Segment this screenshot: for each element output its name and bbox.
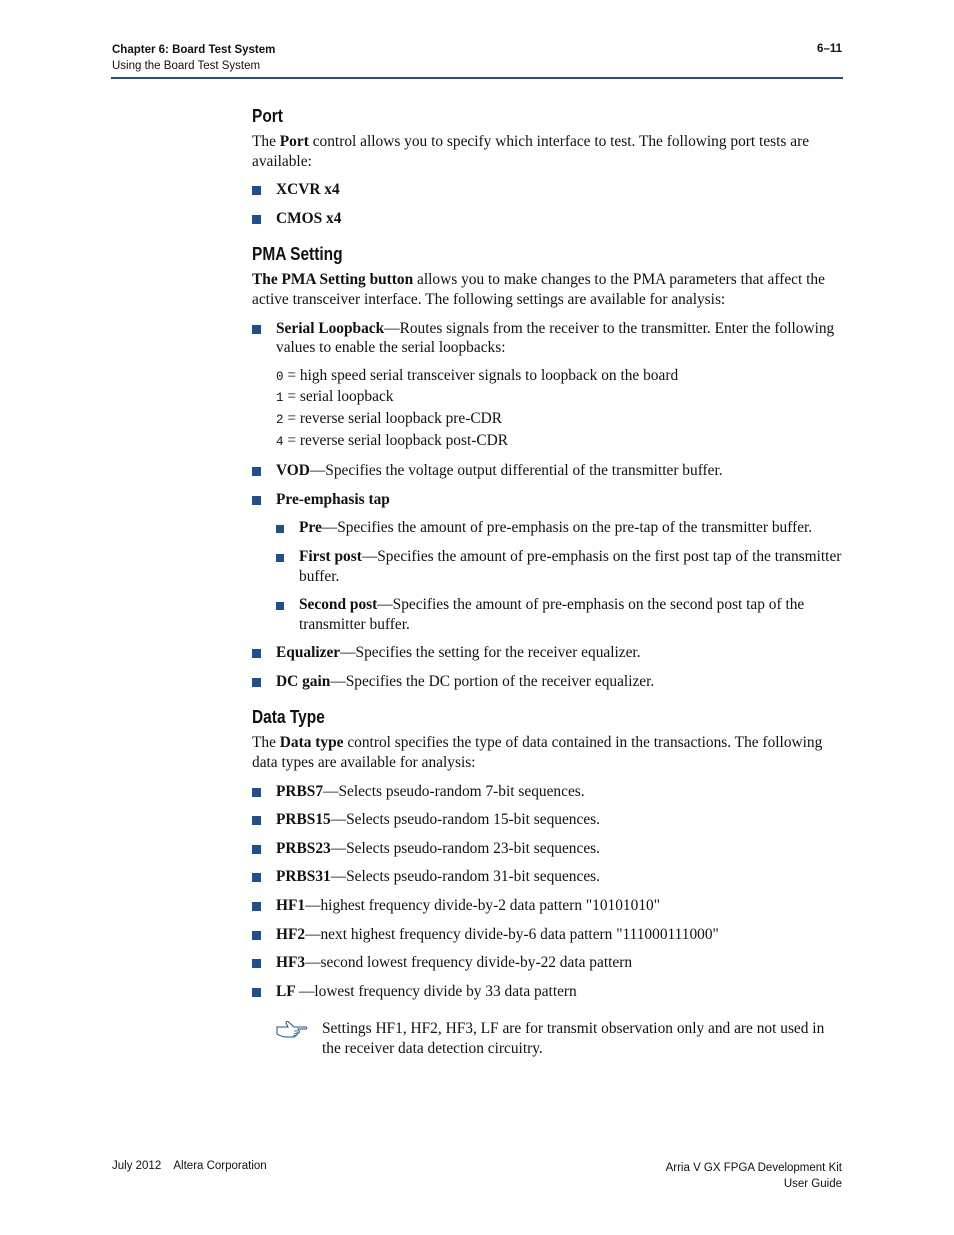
data-type-term: HF3 — [276, 954, 306, 972]
list-item — [252, 180, 844, 200]
port-item-cmos: CMOS x4 — [276, 209, 342, 227]
serial-loopback-desc: —Routes signals from the receiver to the transmitter. Enter the following values to enable the serial loopbacks: — [276, 319, 835, 357]
list-item — [252, 839, 844, 859]
list-item — [252, 953, 844, 973]
port-intro-bold: Port — [279, 133, 309, 150]
port-intro — [252, 132, 844, 171]
sub-item-term: First post — [299, 547, 362, 565]
data-type-desc: —Selects pseudo-random 15-bit sequences. — [330, 811, 601, 829]
data-type-desc: —Selects pseudo-random 23-bit sequences. — [330, 839, 601, 857]
pma-heading: PMA Setting — [252, 244, 343, 265]
loopback-text: = reverse serial loopback post-CDR — [283, 431, 509, 449]
loopback-code: 0 — [276, 369, 284, 384]
loopback-values — [252, 366, 844, 452]
list-item — [252, 782, 844, 802]
list-item — [252, 672, 844, 692]
pointing-hand-icon — [276, 1020, 308, 1038]
serial-loopback-term: Serial Loopback — [276, 319, 385, 337]
data-type-desc: —lowest frequency divide by 33 data pattern — [298, 982, 577, 1000]
pma-intro-bold: The PMA Setting button — [252, 271, 414, 289]
port-intro-post: control allows you to specify which interface to test. The following port tests are available: — [252, 133, 810, 170]
list-item — [252, 461, 844, 481]
port-item-xcvr: XCVR x4 — [276, 181, 340, 199]
sub-item-desc: —Specifies the amount of pre-emphasis on the first post tap of the transmitter buffer. — [299, 547, 842, 585]
loopback-text: = reverse serial loopback pre-CDR — [283, 409, 503, 427]
running-header — [112, 43, 275, 74]
dc-gain-term: DC gain — [276, 672, 331, 690]
sub-list-item — [252, 547, 844, 586]
data-type-term: HF2 — [276, 925, 306, 943]
page-content — [252, 104, 844, 1059]
data-type-desc: —Selects pseudo-random 7-bit sequences. — [323, 782, 585, 800]
chapter-title: Chapter 6: Board Test System — [112, 44, 276, 56]
data-type-desc: —highest frequency divide-by-2 data pattern "10101010" — [305, 897, 660, 915]
note — [252, 1019, 844, 1058]
page-number: 6–11 — [817, 43, 842, 55]
section-title: Using the Board Test System — [112, 59, 261, 72]
data-type-desc: —second lowest frequency divide-by-22 data pattern — [305, 954, 633, 972]
data-type-term: PRBS15 — [276, 811, 331, 829]
list-item — [252, 209, 844, 229]
preemphasis-term: Pre-emphasis tap — [276, 490, 390, 508]
sub-list-item — [252, 595, 844, 634]
data-type-term: PRBS7 — [276, 782, 324, 800]
loopback-code: 1 — [276, 391, 284, 406]
data-type-intro-pre: The — [252, 734, 280, 752]
footer-doc-info — [666, 1160, 842, 1192]
data-type-desc: —next highest frequency divide-by-6 data pattern "111000111000" — [305, 925, 719, 943]
port-heading: Port — [252, 106, 283, 126]
footer-doc-subtitle: User Guide — [783, 1178, 842, 1190]
loopback-value-row — [276, 387, 844, 409]
data-type-heading: Data Type — [252, 707, 325, 728]
equalizer-term: Equalizer — [276, 644, 341, 662]
data-type-intro — [252, 733, 844, 772]
list-item — [252, 982, 844, 1002]
loopback-text: = high speed serial transceiver signals to loopback on the board — [283, 366, 679, 384]
loopback-value-row — [276, 366, 844, 388]
list-item — [252, 490, 844, 510]
pma-intro-post: allows you to make changes to the PMA parameters that affect the active transceiver interface. The following settings are available for analysis: — [252, 271, 825, 308]
data-type-intro-post: control specifies the type of data contained in the transactions. The following data types are available for analysis: — [252, 734, 823, 772]
list-item — [252, 867, 844, 887]
vod-desc: —Specifies the voltage output differential of the transmitter buffer. — [309, 462, 723, 480]
data-type-desc: —Selects pseudo-random 31-bit sequences. — [330, 868, 601, 886]
data-type-intro-bold: Data type — [279, 734, 344, 752]
data-type-term: LF — [276, 982, 299, 1000]
list-item — [252, 319, 844, 358]
sub-item-term: Pre — [299, 519, 322, 537]
dc-gain-desc: —Specifies the DC portion of the receiver equalizer. — [330, 672, 655, 690]
data-type-term: HF1 — [276, 897, 306, 915]
loopback-value-row — [276, 431, 844, 453]
list-item — [252, 810, 844, 830]
loopback-text: = serial loopback — [283, 388, 394, 406]
sub-item-desc: —Specifies the amount of pre-emphasis on the second post tap of the transmitter buffer. — [299, 596, 805, 633]
loopback-code: 4 — [276, 434, 284, 449]
footer-doc-title: Arria V GX FPGA Development Kit — [665, 1162, 842, 1174]
footer-date-company: July 2012 Altera Corporation — [112, 1160, 267, 1172]
data-type-term: PRBS31 — [276, 868, 331, 886]
data-type-term: PRBS23 — [276, 839, 331, 857]
list-item — [252, 925, 844, 945]
list-item — [252, 896, 844, 916]
list-item — [252, 643, 844, 663]
vod-term: VOD — [276, 462, 310, 480]
loopback-code: 2 — [276, 412, 284, 427]
loopback-value-row — [276, 409, 844, 431]
header-rule — [111, 77, 843, 79]
sub-item-desc: —Specifies the amount of pre-emphasis on the pre-tap of the transmitter buffer. — [321, 519, 813, 537]
pma-intro — [252, 270, 844, 309]
note-text: Settings HF1, HF2, HF3, LF are for transmit observation only and are not used in the receiver data detection circuitry. — [322, 1020, 825, 1057]
port-intro-pre: The — [252, 133, 280, 150]
sub-item-term: Second post — [299, 596, 378, 614]
equalizer-desc: —Specifies the setting for the receiver equalizer. — [340, 644, 641, 662]
sub-list-item — [252, 518, 844, 538]
